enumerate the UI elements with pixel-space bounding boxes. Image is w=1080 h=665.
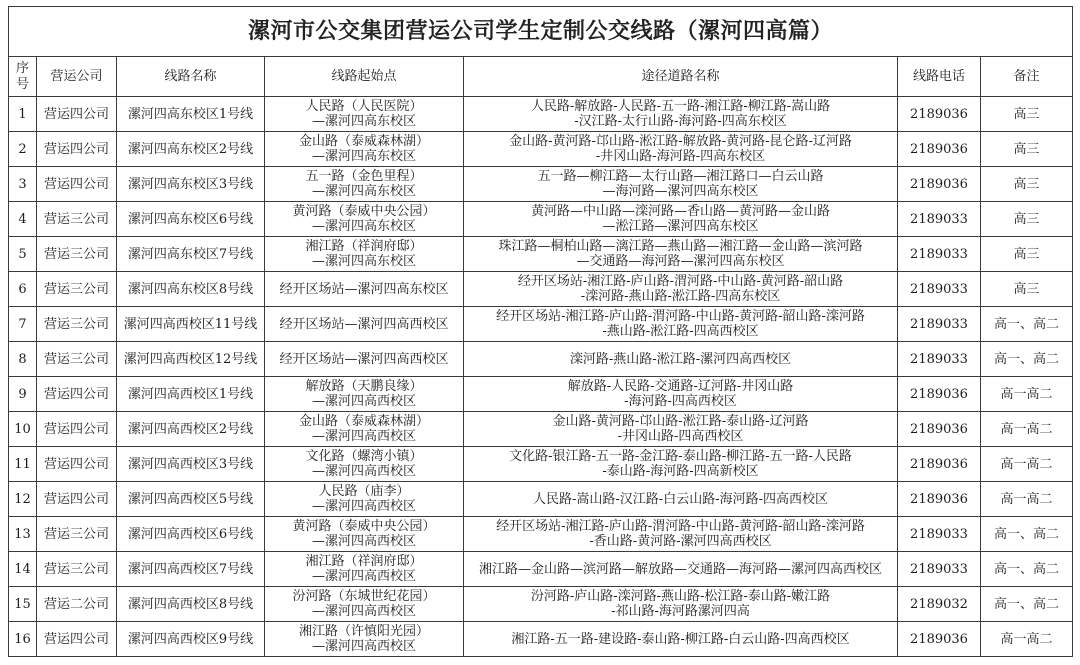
start-end-line: 金山路（泰威森林湖） bbox=[298, 134, 429, 149]
route-roads-line: 文化路-银江路-五一路-金江路-泰山路-柳江路-五一路-人民路 bbox=[509, 449, 852, 464]
route-roads-cell bbox=[464, 97, 898, 132]
line-name-cell: 漯河四高西校区2号线 bbox=[117, 412, 265, 447]
table-row bbox=[9, 167, 1073, 202]
table-row bbox=[9, 412, 1073, 447]
route-roads-line: -井冈山路-海河路-四高东校区 bbox=[595, 149, 766, 164]
serial-number-cell: 4 bbox=[9, 202, 37, 237]
route-roads-line: -泰山路-海河路-四高新校区 bbox=[602, 464, 759, 479]
phone-cell: 2189033 bbox=[898, 517, 981, 552]
start-end-line: 湘江路（许慎阳光园） bbox=[298, 624, 429, 639]
header-company: 营运公司 bbox=[37, 57, 117, 97]
route-roads-cell bbox=[464, 517, 898, 552]
note-cell: 高一、高二 bbox=[981, 342, 1073, 377]
company-cell: 营运四公司 bbox=[37, 482, 117, 517]
start-end-cell bbox=[265, 412, 464, 447]
line-name-cell: 漯河四高西校区3号线 bbox=[117, 447, 265, 482]
start-end-line: 湘江路（祥润府邸） bbox=[305, 554, 423, 569]
route-roads-cell bbox=[464, 202, 898, 237]
phone-cell: 2189036 bbox=[898, 377, 981, 412]
note-cell: 高一、高二 bbox=[981, 307, 1073, 342]
route-roads-line: 珠江路—桐柏山路—漓江路—燕山路—湘江路—金山路—滨河路 bbox=[498, 239, 863, 254]
serial-number-cell: 9 bbox=[9, 377, 37, 412]
company-cell: 营运四公司 bbox=[37, 97, 117, 132]
route-roads-cell bbox=[464, 482, 898, 517]
phone-cell: 2189033 bbox=[898, 552, 981, 587]
table-row bbox=[9, 342, 1073, 377]
header-serial-number-label: 序号 bbox=[15, 60, 29, 92]
route-roads-line: -滦河路-燕山路-淞江路-四高东校区 bbox=[580, 289, 781, 304]
note-cell: 高三 bbox=[981, 132, 1073, 167]
start-end-line: 经开区场站—漯河四高西校区 bbox=[279, 351, 449, 367]
note-cell: 高一高二 bbox=[981, 377, 1073, 412]
line-name-cell: 漯河四高西校区7号线 bbox=[117, 552, 265, 587]
route-roads-cell bbox=[464, 342, 898, 377]
note-cell: 高三 bbox=[981, 167, 1073, 202]
note-cell: 高三 bbox=[981, 97, 1073, 132]
route-roads-line: —淞江路—漯河四高东校区 bbox=[602, 219, 759, 234]
start-end-line: —漯河四高西校区 bbox=[311, 499, 416, 514]
serial-number-cell: 7 bbox=[9, 307, 37, 342]
note-cell: 高一、高二 bbox=[981, 517, 1073, 552]
table-row bbox=[9, 97, 1073, 132]
start-end-cell bbox=[265, 377, 464, 412]
route-roads-cell bbox=[464, 587, 898, 622]
note-cell: 高一高二 bbox=[981, 447, 1073, 482]
start-end-line: —漯河四高东校区 bbox=[311, 114, 416, 129]
phone-cell: 2189033 bbox=[898, 272, 981, 307]
note-cell: 高一高二 bbox=[981, 622, 1073, 657]
line-name-cell: 漯河四高东校区3号线 bbox=[117, 167, 265, 202]
line-name-cell: 漯河四高西校区12号线 bbox=[117, 342, 265, 377]
route-roads-line: -汉江路-太行山路-海河路-四高东校区 bbox=[574, 114, 787, 129]
start-end-cell bbox=[265, 237, 464, 272]
start-end-line: 湘江路（祥润府邸） bbox=[305, 239, 423, 254]
route-table bbox=[8, 6, 1073, 657]
line-name-cell: 漯河四高西校区9号线 bbox=[117, 622, 265, 657]
start-end-line: 人民路（人民医院） bbox=[305, 99, 423, 114]
route-roads-line: -海河路-四高西校区 bbox=[624, 394, 737, 409]
table-row bbox=[9, 587, 1073, 622]
line-name-cell: 漯河四高东校区2号线 bbox=[117, 132, 265, 167]
phone-cell: 2189032 bbox=[898, 587, 981, 622]
header-row bbox=[9, 57, 1073, 97]
serial-number-cell: 5 bbox=[9, 237, 37, 272]
serial-number-cell: 14 bbox=[9, 552, 37, 587]
table-row bbox=[9, 517, 1073, 552]
company-cell: 营运四公司 bbox=[37, 167, 117, 202]
table-row bbox=[9, 272, 1073, 307]
serial-number-cell: 15 bbox=[9, 587, 37, 622]
start-end-cell bbox=[265, 167, 464, 202]
route-roads-line: 湘江路-五一路-建设路-泰山路-柳江路-白云山路-四高西校区 bbox=[511, 631, 850, 647]
table-row bbox=[9, 482, 1073, 517]
serial-number-cell: 11 bbox=[9, 447, 37, 482]
line-name-cell: 漯河四高东校区1号线 bbox=[117, 97, 265, 132]
start-end-line: 汾河路（东城世纪花园） bbox=[292, 589, 436, 604]
company-cell: 营运四公司 bbox=[37, 132, 117, 167]
line-name-cell: 漯河四高西校区6号线 bbox=[117, 517, 265, 552]
serial-number-cell: 13 bbox=[9, 517, 37, 552]
serial-number-cell: 12 bbox=[9, 482, 37, 517]
route-roads-line: 金山路-黄河路-邙山路-淞江路-泰山路-辽河路 bbox=[552, 414, 809, 429]
table-row bbox=[9, 447, 1073, 482]
start-end-line: —漯河四高东校区 bbox=[311, 254, 416, 269]
phone-cell: 2189036 bbox=[898, 412, 981, 447]
route-roads-line: —交通路—海河路—漯河四高东校区 bbox=[576, 254, 785, 269]
company-cell: 营运三公司 bbox=[37, 272, 117, 307]
start-end-line: —漯河四高东校区 bbox=[311, 219, 416, 234]
route-roads-line: 汾河路-庐山路-滦河路-燕山路-松江路-泰山路-嫩江路 bbox=[530, 589, 831, 604]
header-serial-number bbox=[9, 57, 37, 97]
route-roads-line: 黄河路—中山路—滦河路—香山路—黄河路—金山路 bbox=[530, 204, 830, 219]
table-title: 漯河市公交集团营运公司学生定制公交线路（漯河四高篇） bbox=[9, 7, 1073, 57]
route-roads-line: 人民路-解放路-人民路-五一路-湘江路-柳江路-嵩山路 bbox=[530, 99, 831, 114]
start-end-cell bbox=[265, 307, 464, 342]
phone-cell: 2189033 bbox=[898, 237, 981, 272]
serial-number-cell: 16 bbox=[9, 622, 37, 657]
line-name-cell: 漯河四高西校区5号线 bbox=[117, 482, 265, 517]
serial-number-cell: 8 bbox=[9, 342, 37, 377]
route-roads-cell bbox=[464, 272, 898, 307]
line-name-cell: 漯河四高西校区8号线 bbox=[117, 587, 265, 622]
note-cell: 高三 bbox=[981, 237, 1073, 272]
start-end-cell bbox=[265, 587, 464, 622]
serial-number-cell: 10 bbox=[9, 412, 37, 447]
phone-cell: 2189033 bbox=[898, 342, 981, 377]
phone-cell: 2189036 bbox=[898, 132, 981, 167]
serial-number-cell: 6 bbox=[9, 272, 37, 307]
phone-cell: 2189036 bbox=[898, 482, 981, 517]
start-end-line: 金山路（泰威森林湖） bbox=[298, 414, 429, 429]
start-end-line: —漯河四高西校区 bbox=[311, 569, 416, 584]
phone-cell: 2189033 bbox=[898, 307, 981, 342]
note-cell: 高一、高二 bbox=[981, 587, 1073, 622]
company-cell: 营运三公司 bbox=[37, 202, 117, 237]
title-row bbox=[9, 7, 1073, 57]
company-cell: 营运四公司 bbox=[37, 447, 117, 482]
route-roads-cell bbox=[464, 307, 898, 342]
phone-cell: 2189033 bbox=[898, 202, 981, 237]
line-name-cell: 漯河四高西校区11号线 bbox=[117, 307, 265, 342]
start-end-cell bbox=[265, 517, 464, 552]
company-cell: 营运四公司 bbox=[37, 377, 117, 412]
start-end-cell bbox=[265, 447, 464, 482]
route-roads-line: -燕山路-淞江路-四高西校区 bbox=[602, 324, 759, 339]
route-roads-line: 解放路-人民路-交通路-辽河路-井冈山路 bbox=[567, 379, 794, 394]
phone-cell: 2189036 bbox=[898, 447, 981, 482]
start-end-line: —漯河四高西校区 bbox=[311, 464, 416, 479]
start-end-cell bbox=[265, 622, 464, 657]
serial-number-cell: 1 bbox=[9, 97, 37, 132]
company-cell: 营运三公司 bbox=[37, 307, 117, 342]
line-name-cell: 漯河四高东校区8号线 bbox=[117, 272, 265, 307]
start-end-cell bbox=[265, 97, 464, 132]
start-end-line: 黄河路（泰威中央公园） bbox=[292, 519, 436, 534]
header-route-roads: 途径道路名称 bbox=[464, 57, 898, 97]
note-cell: 高三 bbox=[981, 272, 1073, 307]
company-cell: 营运四公司 bbox=[37, 622, 117, 657]
start-end-line: 五一路（金色里程） bbox=[305, 169, 423, 184]
header-line-name: 线路名称 bbox=[117, 57, 265, 97]
table-row bbox=[9, 202, 1073, 237]
company-cell: 营运二公司 bbox=[37, 587, 117, 622]
start-end-cell bbox=[265, 202, 464, 237]
route-roads-line: 人民路-嵩山路-汉江路-白云山路-海河路-四高西校区 bbox=[533, 491, 828, 507]
start-end-line: —漯河四高西校区 bbox=[311, 429, 416, 444]
table-row bbox=[9, 377, 1073, 412]
route-roads-line: -祁山路-海河路漯河四高 bbox=[611, 604, 750, 619]
company-cell: 营运三公司 bbox=[37, 517, 117, 552]
route-roads-cell bbox=[464, 167, 898, 202]
route-roads-cell bbox=[464, 412, 898, 447]
route-roads-line: -香山路-黄河路-漯河四高西校区 bbox=[589, 534, 772, 549]
start-end-line: —漯河四高西校区 bbox=[311, 604, 416, 619]
route-table-sheet bbox=[8, 6, 1072, 657]
start-end-line: 解放路（天鹏良缘） bbox=[305, 379, 423, 394]
header-note: 备注 bbox=[981, 57, 1073, 97]
line-name-cell: 漯河四高东校区6号线 bbox=[117, 202, 265, 237]
line-name-cell: 漯河四高东校区7号线 bbox=[117, 237, 265, 272]
company-cell: 营运三公司 bbox=[37, 342, 117, 377]
start-end-line: 文化路（螺湾小镇） bbox=[305, 449, 423, 464]
route-roads-line: 经开区场站-湘江路-庐山路-渭河路-中山路-黄河路-韶山路-滦河路 bbox=[496, 309, 865, 324]
note-cell: 高一高二 bbox=[981, 412, 1073, 447]
company-cell: 营运三公司 bbox=[37, 237, 117, 272]
start-end-line: 经开区场站—漯河四高西校区 bbox=[279, 316, 449, 332]
route-roads-cell bbox=[464, 447, 898, 482]
start-end-line: 经开区场站—漯河四高东校区 bbox=[279, 281, 449, 297]
start-end-cell bbox=[265, 342, 464, 377]
company-cell: 营运三公司 bbox=[37, 552, 117, 587]
route-roads-cell bbox=[464, 377, 898, 412]
note-cell: 高一、高二 bbox=[981, 552, 1073, 587]
route-roads-line: 金山路-黄河路-邙山路-淞江路-解放路-黄河路-昆仑路-辽河路 bbox=[509, 134, 852, 149]
route-roads-line: —海河路—漯河四高东校区 bbox=[602, 184, 759, 199]
start-end-line: —漯河四高东校区 bbox=[311, 149, 416, 164]
serial-number-cell: 3 bbox=[9, 167, 37, 202]
table-row bbox=[9, 622, 1073, 657]
route-roads-line: 湘江路—金山路—滨河路—解放路—交通路—海河路—漯河四高西校区 bbox=[478, 561, 882, 577]
start-end-line: 黄河路（泰威中央公园） bbox=[292, 204, 436, 219]
table-body bbox=[9, 97, 1073, 657]
route-roads-line: 经开区场站-湘江路-庐山路-渭河路-中山路-黄河路-韶山路 bbox=[517, 274, 844, 289]
route-roads-cell bbox=[464, 622, 898, 657]
phone-cell: 2189036 bbox=[898, 167, 981, 202]
start-end-cell bbox=[265, 132, 464, 167]
phone-cell: 2189036 bbox=[898, 97, 981, 132]
table-row bbox=[9, 237, 1073, 272]
note-cell: 高三 bbox=[981, 202, 1073, 237]
start-end-cell bbox=[265, 272, 464, 307]
route-roads-line: 经开区场站-湘江路-庐山路-渭河路-中山路-黄河路-韶山路-滦河路 bbox=[496, 519, 865, 534]
route-roads-line: -井冈山路-四高西校区 bbox=[617, 429, 744, 444]
start-end-line: —漯河四高西校区 bbox=[311, 534, 416, 549]
route-roads-cell bbox=[464, 552, 898, 587]
start-end-line: —漯河四高东校区 bbox=[311, 184, 416, 199]
table-row bbox=[9, 307, 1073, 342]
start-end-line: 人民路（庙李） bbox=[318, 484, 410, 499]
route-roads-cell bbox=[464, 132, 898, 167]
route-roads-line: 滦河路-燕山路-淞江路-漯河四高西校区 bbox=[569, 351, 792, 367]
line-name-cell: 漯河四高西校区1号线 bbox=[117, 377, 265, 412]
phone-cell: 2189036 bbox=[898, 622, 981, 657]
header-start-end: 线路起始点 bbox=[265, 57, 464, 97]
header-phone: 线路电话 bbox=[898, 57, 981, 97]
route-roads-cell bbox=[464, 237, 898, 272]
start-end-line: —漯河四高西校区 bbox=[311, 639, 416, 654]
table-row bbox=[9, 132, 1073, 167]
company-cell: 营运四公司 bbox=[37, 412, 117, 447]
serial-number-cell: 2 bbox=[9, 132, 37, 167]
route-roads-line: 五一路—柳江路—太行山路—湘江路口—白云山路 bbox=[537, 169, 824, 184]
table-row bbox=[9, 552, 1073, 587]
start-end-line: —漯河四高西校区 bbox=[311, 394, 416, 409]
note-cell: 高一高二 bbox=[981, 482, 1073, 517]
start-end-cell bbox=[265, 552, 464, 587]
start-end-cell bbox=[265, 482, 464, 517]
